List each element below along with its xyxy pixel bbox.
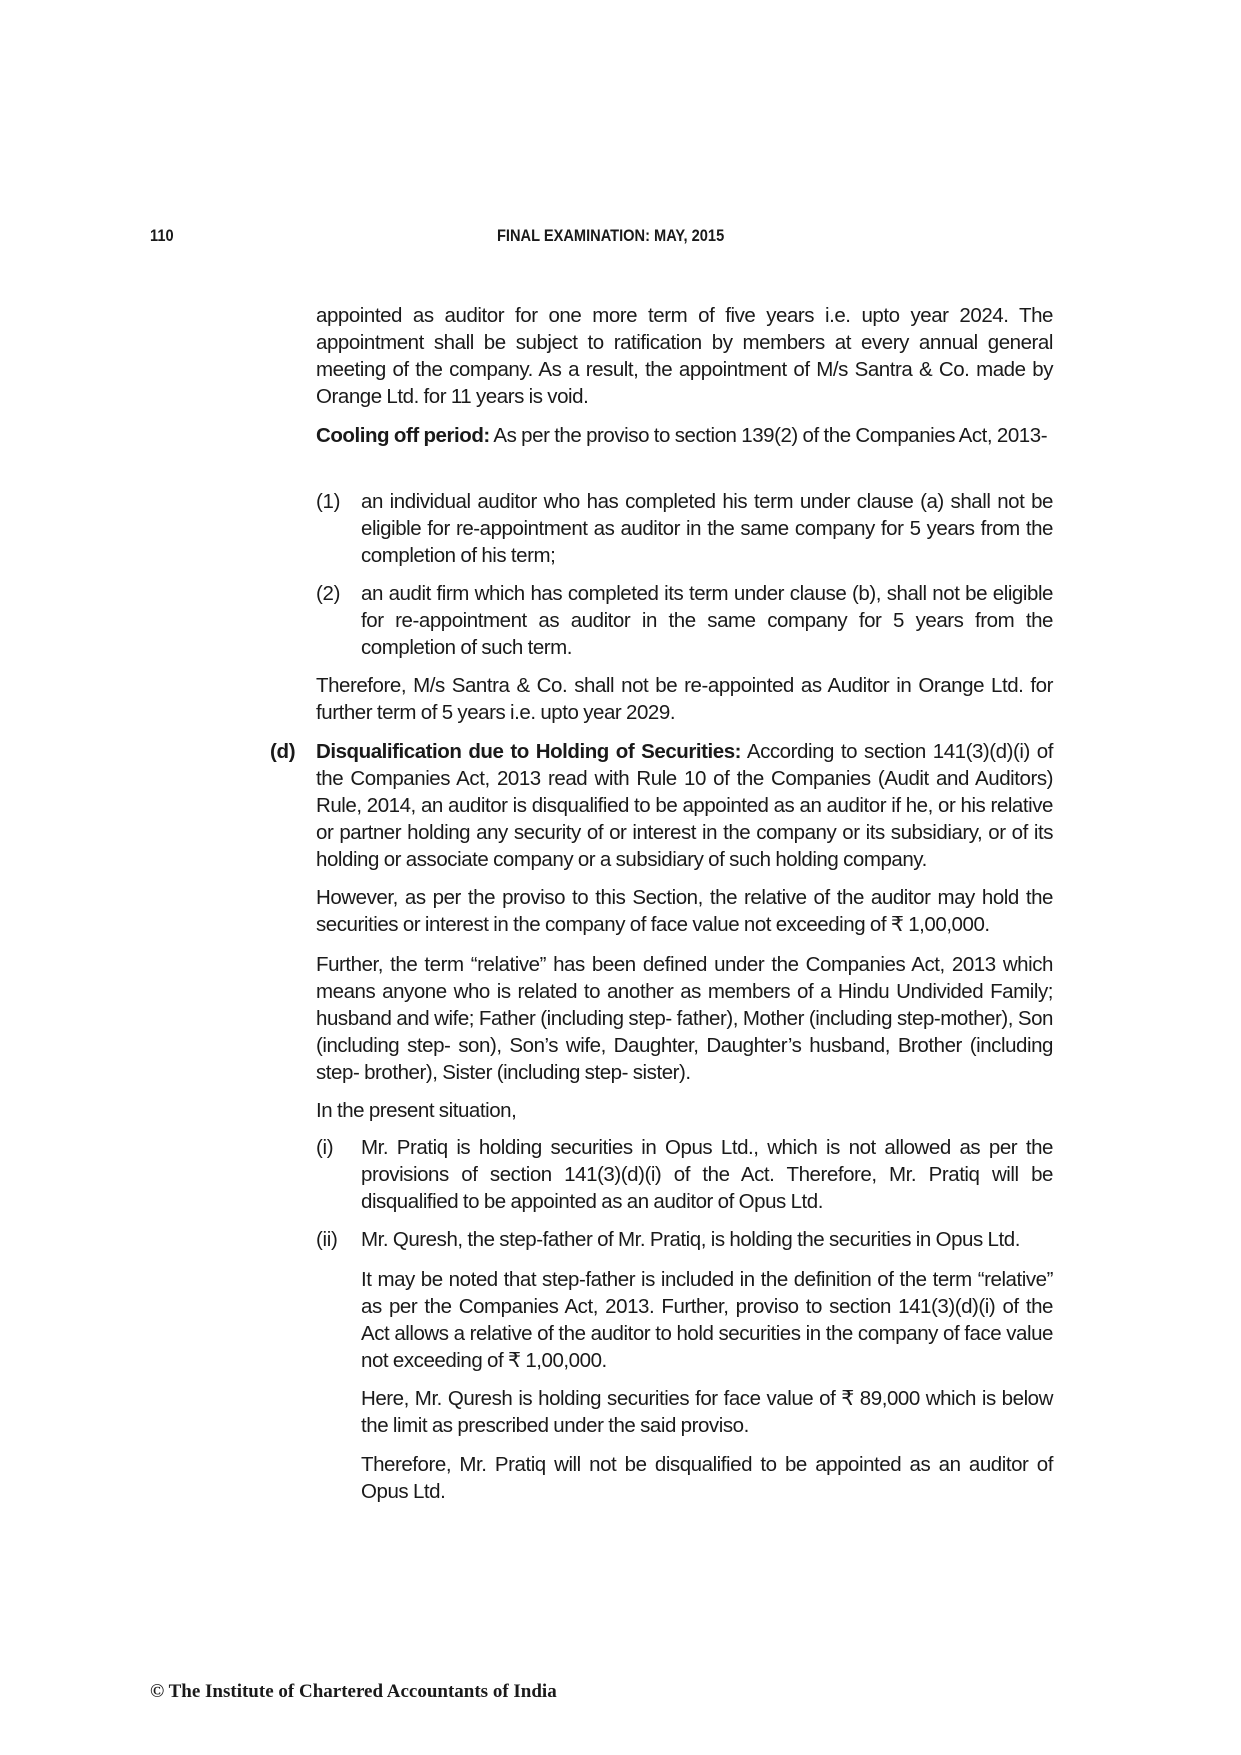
sub-paragraph-conclusion: Therefore, Mr. Pratiq will not be disqualified to be appointed as an auditor of Opus Ltd.: [361, 1453, 1053, 1503]
cooling-off-text: As per the proviso to section 139(2) of the Companies Act, 2013-: [489, 424, 1048, 447]
section-d-label: (d): [270, 740, 296, 763]
situation-item-ii: Mr. Quresh, the step-father of Mr. Pratiq, is holding the securities in Opus Ltd.: [361, 1228, 1020, 1251]
paragraph-auditor-term: appointed as auditor for one more term of five years i.e. upto year 2024. The appointment shall be subject to ratification by members at every annual general meeting of the company. As a result, the appointment of M/s Santra & Co. made by Orange Ltd. for 11 years is void.: [316, 304, 1053, 408]
section-d-text: According to section 141(3)(d)(i) of the Companies Act, 2013 read with Rule 10 of the Companies (Audit and Auditors) Rule, 2014, an auditor is disqualified to be appointed as an auditor if he, or his relative or partner holding any security of or interest in the company or its subsidiary, or of its holding or associate company or a subsidiary of such holding company.: [316, 740, 1053, 871]
list-label-1: (1): [316, 490, 341, 513]
list-label-2: (2): [316, 582, 341, 605]
page-header: [0, 226, 1241, 252]
situation-label-i: (i): [316, 1136, 334, 1159]
cooling-off-heading: Cooling off period:: [316, 424, 490, 447]
page-number: 110: [150, 226, 174, 245]
footer-copyright: © The Institute of Chartered Accountants of India: [150, 1681, 557, 1702]
paragraph-santra-conclusion: Therefore, M/s Santra & Co. shall not be re-appointed as Auditor in Orange Ltd. for further term of 5 years i.e. upto year 2029.: [316, 674, 1053, 724]
paragraph-however: However, as per the proviso to this Section, the relative of the auditor may hold the securities or interest in the company of face value not exceeding of ₹ 1,00,000.: [316, 886, 1053, 936]
sub-paragraph-step-father: It may be noted that step-father is included in the definition of the term “relative” as per the Companies Act, 2013. Further, proviso to section 141(3)(d)(i) of the Act allows a relative of the auditor to hold securities in the company of face value not exceeding of ₹ 1,00,000.: [361, 1268, 1053, 1372]
paragraph-relative-definition: Further, the term “relative” has been defined under the Companies Act, 2013 which means anyone who is related to another as members of a Hindu Undivided Family; husband and wife; Father (including step- father), Mother (including step-mother), Son (including step- son), Son’s wife, Daughter, Daughter’s husband, Brother (including step- brother), Sister (including step- sister).: [316, 953, 1053, 1084]
section-d-heading: Disqualification due to Holding of Securities:: [316, 740, 742, 763]
situation-item-i: Mr. Pratiq is holding securities in Opus Ltd., which is not allowed as per the provisions of section 141(3)(d)(i) of the Act. Therefore, Mr. Pratiq will be disqualified to be appointed as an auditor of Opus Ltd.: [361, 1136, 1053, 1213]
list-item-1: an individual auditor who has completed his term under clause (a) shall not be eligible for re-appointment as auditor in the same company for 5 years from the completion of his term;: [361, 490, 1053, 567]
paragraph-cooling-off: [316, 422, 1053, 449]
sub-paragraph-quresh-holding: Here, Mr. Quresh is holding securities for face value of ₹ 89,000 which is below the limit as prescribed under the said proviso.: [361, 1387, 1053, 1437]
list-item-2: an audit firm which has completed its term under clause (b), shall not be eligible for re-appointment as auditor in the same company for 5 years from the completion of such term.: [361, 582, 1053, 659]
running-title: FINAL EXAMINATION: MAY, 2015: [497, 226, 725, 245]
section-d-paragraph: [316, 738, 1053, 873]
paragraph-present-situation: In the present situation,: [316, 1099, 517, 1122]
situation-label-ii: (ii): [316, 1228, 338, 1251]
